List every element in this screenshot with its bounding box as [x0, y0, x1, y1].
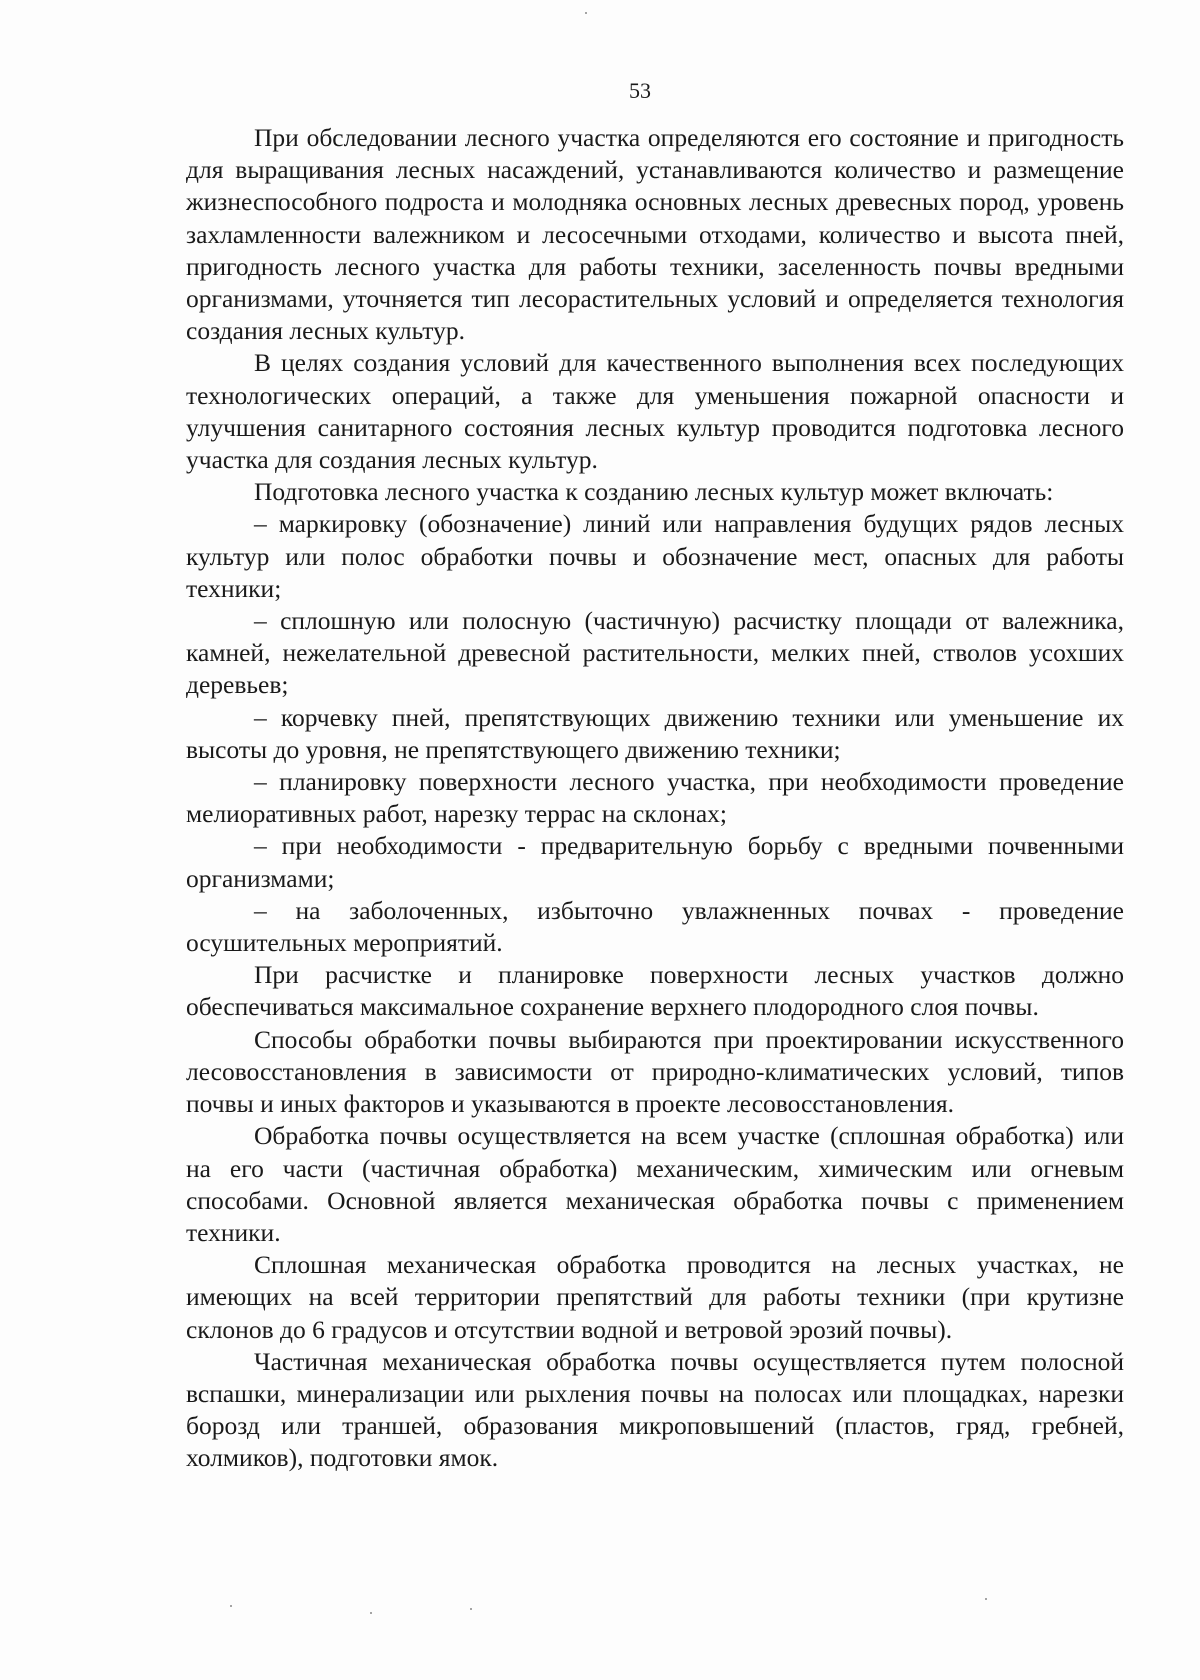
paragraph: Способы обработки почвы выбираются при проектировании искусственного лесовосстановления в зависимости от природно-климатических условий, типов почвы и иных факторов и указываются в проекте лесовосстановления. [186, 1024, 1124, 1119]
scan-speck [985, 1598, 987, 1600]
paragraph: Подготовка лесного участка к созданию лесных культур может включать: [254, 477, 1054, 507]
paragraph: Обработка почвы осуществляется на всем участке (сплошная обработка) или на его части (частичная обработка) механическим, химическим или огневым способами. Основной является механическая обработка почвы с применением техники. [186, 1121, 1124, 1247]
body-text [186, 122, 1124, 1475]
list-item: – при необходимости - предварительную борьбу с вредными почвенными организмами; [186, 831, 1124, 893]
page-number: 53 [629, 78, 651, 103]
list-item: – корчевку пней, препятствующих движению техники или уменьшение их высоты до уровня, не препятствующего движению техники; [186, 702, 1124, 764]
paragraph: При расчистке и планировке поверхности лесных участков должно обеспечиваться максимальное сохранение верхнего плодородного слоя почвы. [186, 960, 1124, 1022]
paragraph: Сплошная механическая обработка проводится на лесных участках, не имеющих на всей территории препятствий для работы техники (при крутизне склонов до 6 градусов и отсутствии водной и ветровой эрозий почвы). [186, 1250, 1124, 1344]
list-item: – маркировку (обозначение) линий или направления будущих рядов лесных культур или полос обработки почвы и обозначение мест, опасных для работы техники; [186, 509, 1124, 603]
list-item: – планировку поверхности лесного участка, при необходимости проведение мелиоративных работ, нарезку террас на склонах; [186, 767, 1124, 829]
scan-speck [470, 1608, 472, 1610]
paragraph: При обследовании лесного участка определяются его состояние и пригодность для выращивания лесных насаждений, устанавливаются количество и размещение жизнеспособного подроста и молодняка основных лесных древесных пород, уровень захламленности валежником и лесосечными отходами, количество и высота пней, пригодность лесного участка для работы техники, заселенность почвы вредными организмами, уточняется тип лесорастительных условий и определяется технология создания лесных культур. [186, 123, 1124, 346]
list-item: – на заболоченных, избыточно увлажненных почвах - проведение осушительных мероприятий. [186, 895, 1124, 958]
paragraph: Частичная механическая обработка почвы осуществляется путем полосной вспашки, минерализации или рыхления почвы на полосах или площадках, нарезки борозд или траншей, образования микроповышений (пластов, гряд, гребней, холмиков), подготовки ямок. [186, 1346, 1124, 1473]
scan-speck [230, 1605, 232, 1607]
scan-speck [585, 12, 587, 14]
paragraph: В целях создания условий для качественного выполнения всех последующих технологических операций, а также для уменьшения пожарной опасности и улучшения санитарного состояния лесных культур проводится подготовка лесного участка для создания лесных культур. [186, 348, 1124, 475]
list-item: – сплошную или полосную (частичную) расчистку площади от валежника, камней, нежелательной древесной растительности, мелких пней, стволов усохших деревьев; [186, 606, 1124, 700]
scan-speck [370, 1612, 372, 1614]
